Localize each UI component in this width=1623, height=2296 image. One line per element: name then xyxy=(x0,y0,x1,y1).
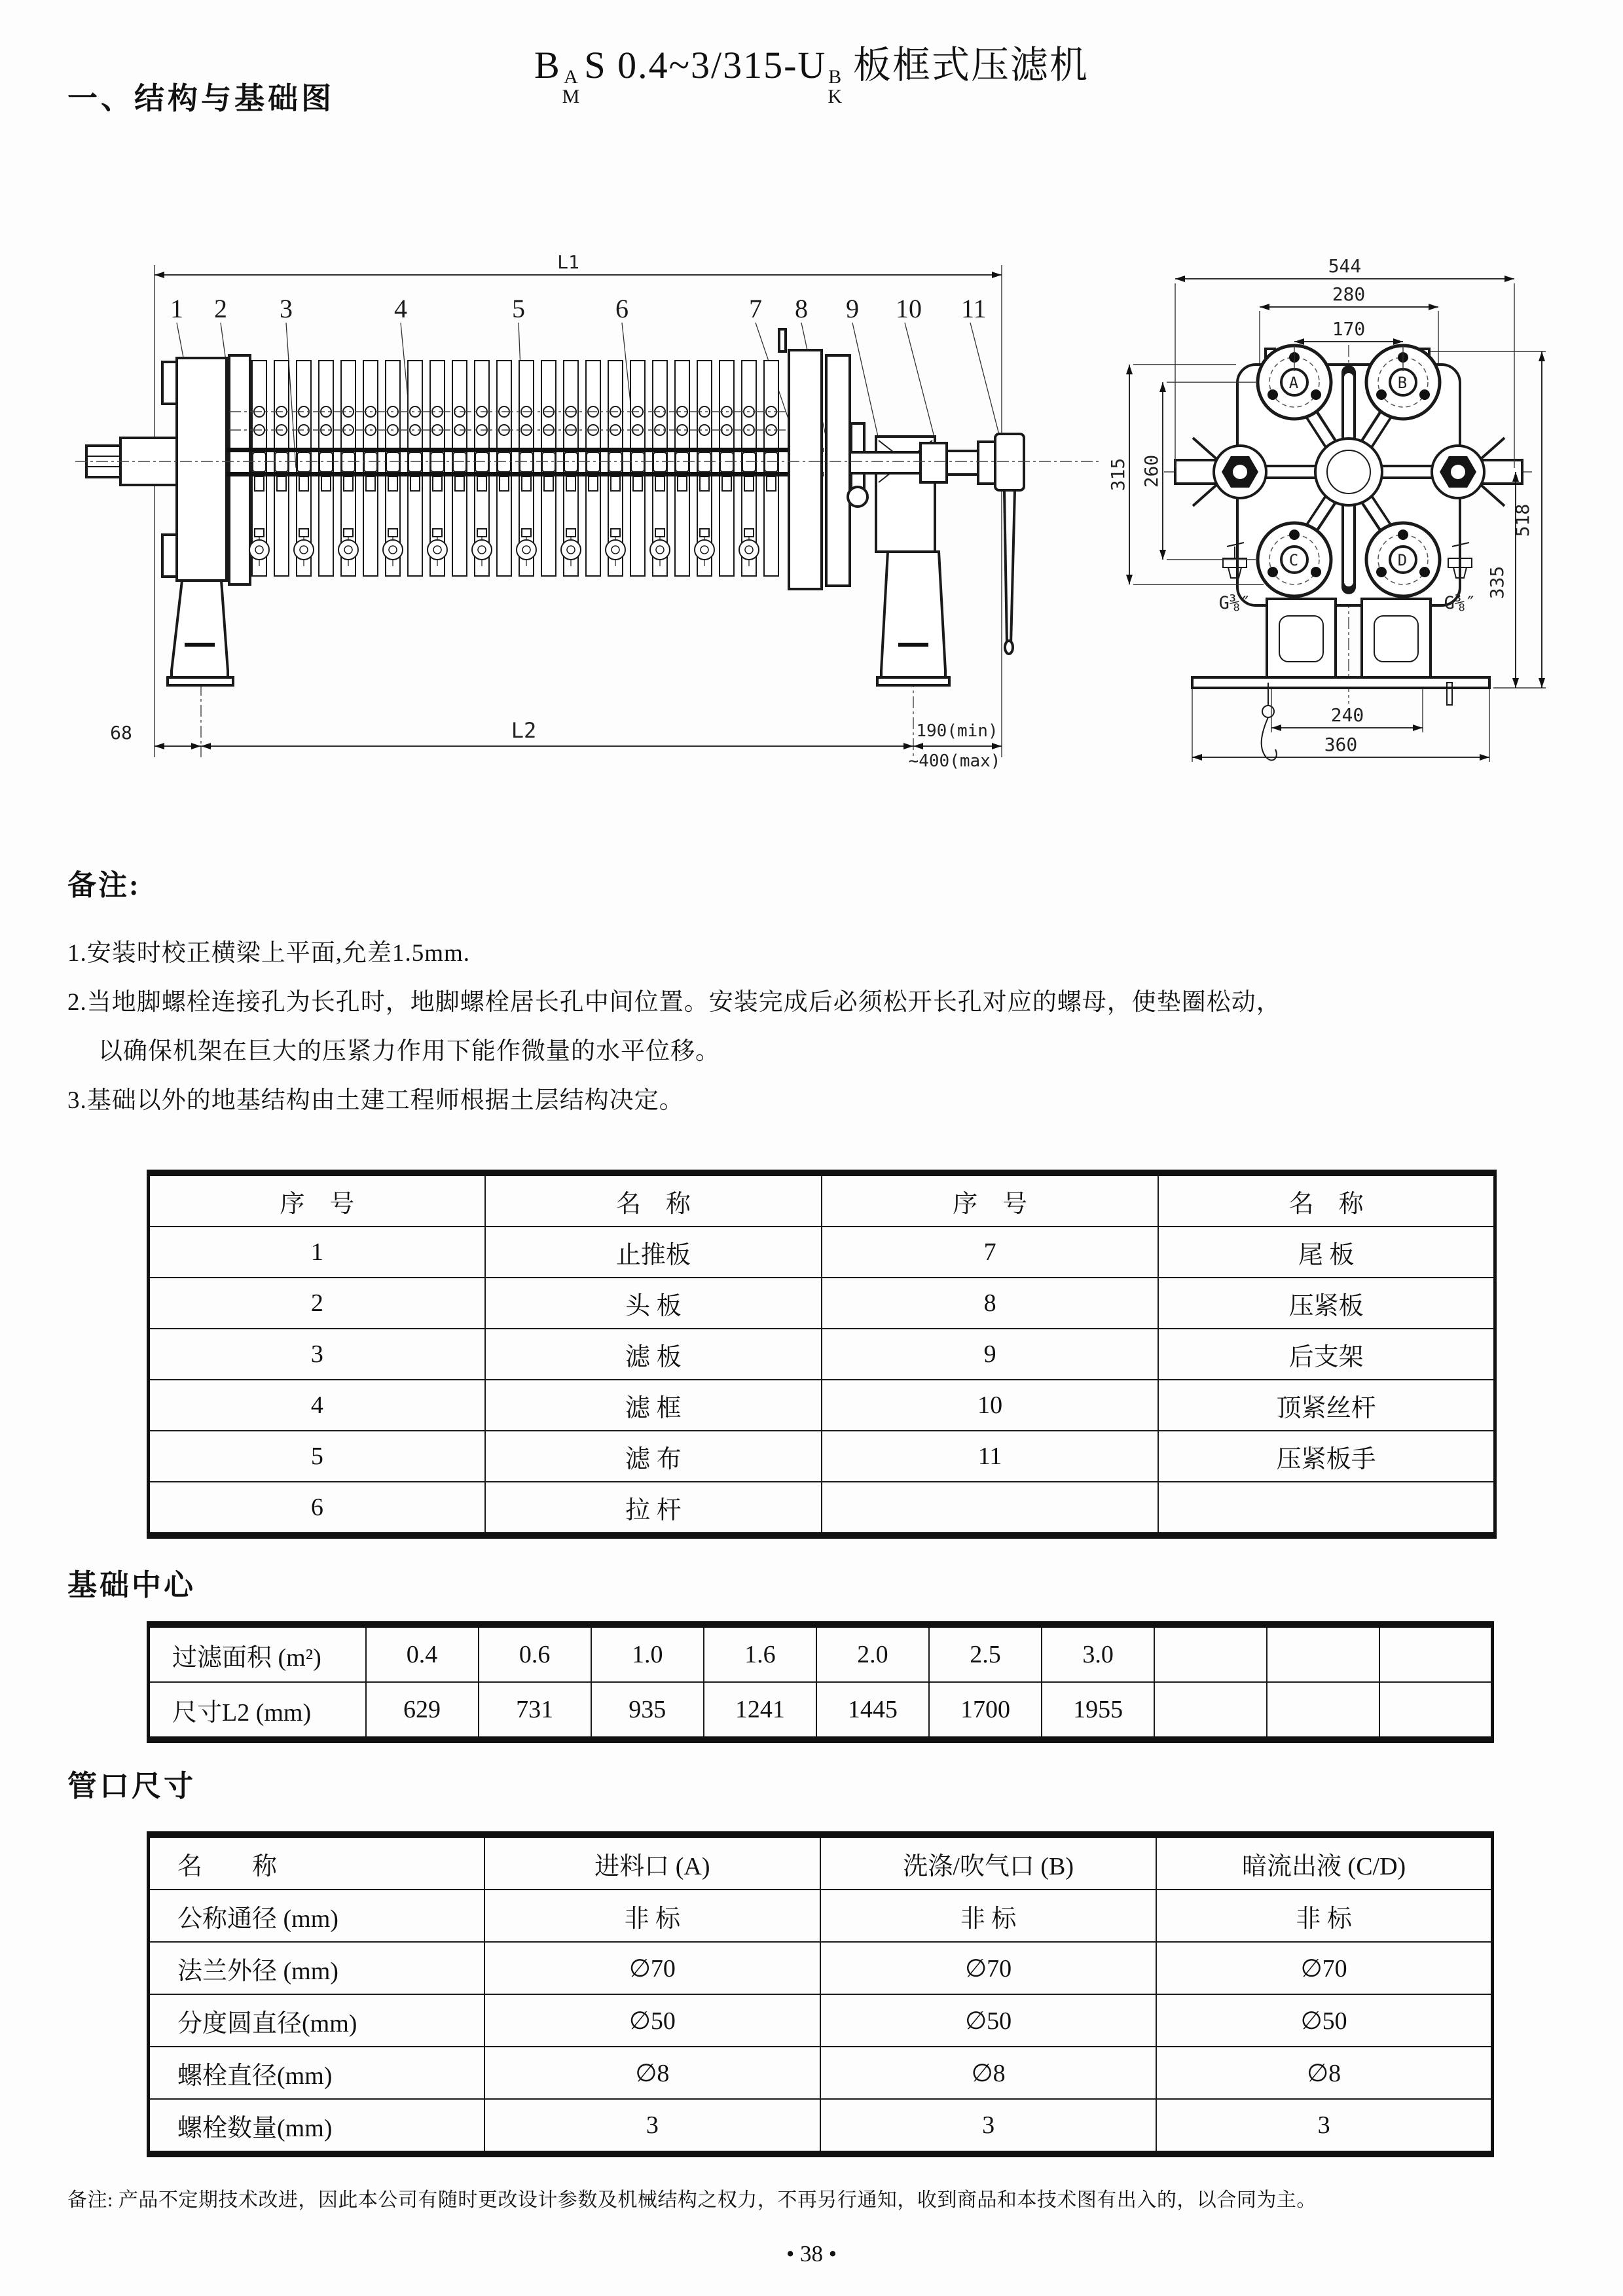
table-row: 分度圆直径(mm) ∅50 ∅50 ∅50 xyxy=(149,1994,1493,2047)
parts-header-row: 序 号 名 称 序 号 名 称 xyxy=(149,1173,1495,1227)
foundation-table xyxy=(147,1621,1494,1743)
center-bore xyxy=(1315,439,1382,505)
title-model-b: B xyxy=(534,44,561,86)
dim-360: 360 xyxy=(1324,734,1358,755)
right-foot xyxy=(1362,599,1431,683)
note-line-3: 3.基础以外的地基结构由土建工程师根据土层结构决定。 xyxy=(67,1087,684,1114)
part-label-7: 7 xyxy=(749,294,762,323)
parts-table xyxy=(147,1170,1497,1539)
front-leg xyxy=(172,581,228,681)
dim-260: 260 xyxy=(1140,454,1162,488)
part-label-5: 5 xyxy=(512,294,525,323)
part-label-10: 10 xyxy=(896,294,922,323)
tail-plate xyxy=(789,350,822,589)
anchor-hook xyxy=(1262,717,1277,761)
port-d-label: D xyxy=(1397,551,1408,569)
table-row: 3 滤 板 9 后支架 xyxy=(149,1329,1495,1380)
foundation-heading: 基础中心 xyxy=(67,1569,196,1602)
dim-544: 544 xyxy=(1328,255,1362,277)
thrust-plate xyxy=(177,358,227,581)
footer-disclaimer: 备注: 产品不定期技术改进，因此本公司有随时更改设计参数及机械结构之权力，不再另行通知，收到商品和本技术图有出入的，以合同为主。 xyxy=(67,2189,1317,2211)
dim-240: 240 xyxy=(1330,704,1364,726)
table-row: 尺寸L2 (mm) 629 731 935 1241 1445 1700 1955 xyxy=(149,1682,1493,1740)
title-stack-bk: B K xyxy=(828,66,843,107)
head-plate xyxy=(229,355,250,584)
port-b-label: B xyxy=(1397,374,1408,392)
note-line-2: 2.当地脚螺栓连接孔为长孔时，地脚螺栓居长孔中间位置。安装完成后必须松开长孔对应的螺母，使垫圈松动， xyxy=(67,989,1281,1016)
part-label-2: 2 xyxy=(214,294,227,323)
dim-400-max: ~400(max) xyxy=(908,751,1001,769)
title-stack-am: A M xyxy=(562,66,581,107)
page-number: • 38 • xyxy=(786,2241,837,2267)
table-row: 螺栓直径(mm) ∅8 ∅8 ∅8 xyxy=(149,2047,1493,2099)
part-label-9: 9 xyxy=(846,294,859,323)
dim-68: 68 xyxy=(110,722,132,744)
left-foot xyxy=(1267,599,1336,683)
tie-rod-beam-bottom xyxy=(227,472,824,476)
side-view-drawing xyxy=(65,252,1106,769)
title-model-mid: S 0.4~3/315-U xyxy=(584,44,827,86)
g38-label-left: G⅜″ xyxy=(1218,593,1251,613)
table-row: 2 头 板 8 压紧板 xyxy=(149,1278,1495,1329)
port-c-label: C xyxy=(1288,551,1299,569)
part-label-1: 1 xyxy=(170,294,183,323)
end-view-drawing xyxy=(1106,252,1591,769)
table-row: 公称通径 (mm) 非 标 非 标 非 标 xyxy=(149,1890,1493,1942)
table-row: 法兰外径 (mm) ∅70 ∅70 ∅70 xyxy=(149,1942,1493,1994)
title-machine-name: 板框式压滤机 xyxy=(852,44,1089,86)
pipe-heading: 管口尺寸 xyxy=(67,1770,196,1803)
pipe-header-row: 名 称 进料口 (A) 洗涤/吹气口 (B) 暗流出液 (C/D) xyxy=(149,1835,1493,1890)
dim-190-min: 190(min) xyxy=(916,721,998,741)
notes-heading: 备注: xyxy=(67,869,141,901)
pipe-table xyxy=(147,1831,1494,2157)
dim-335: 335 xyxy=(1486,565,1508,600)
dim-L2: L2 xyxy=(511,718,537,743)
dim-280: 280 xyxy=(1332,283,1366,305)
table-row: 螺栓数量(mm) 3 3 3 xyxy=(149,2099,1493,2154)
dim-L1: L1 xyxy=(557,252,579,273)
note-line-2b: 以确保机架在巨大的压紧力作用下能作微量的水平位移。 xyxy=(98,1038,720,1065)
port-a-label: A xyxy=(1288,374,1299,392)
dim-518: 518 xyxy=(1512,503,1533,537)
note-line-1: 1.安装时校正横梁上平面,允差1.5mm. xyxy=(67,940,471,967)
section-heading-structure: 一、结构与基础图 xyxy=(67,82,335,115)
table-row: 6 拉 杆 xyxy=(149,1482,1495,1535)
dim-315: 315 xyxy=(1107,457,1129,492)
rear-leg xyxy=(881,552,945,681)
dim-170: 170 xyxy=(1332,318,1366,340)
screw-nut xyxy=(921,443,947,482)
screw-shaft xyxy=(850,452,921,473)
compression-plate xyxy=(826,355,850,586)
part-label-8: 8 xyxy=(795,294,808,323)
part-label-3: 3 xyxy=(280,294,293,323)
tie-rod-beam-top xyxy=(227,448,824,452)
table-row: 1 止推板 7 尾 板 xyxy=(149,1227,1495,1278)
table-row: 过滤面积 (m²) 0.4 0.6 1.0 1.6 2.0 2.5 3.0 xyxy=(149,1624,1493,1682)
table-row: 5 滤 布 11 压紧板手 xyxy=(149,1431,1495,1482)
part-label-11: 11 xyxy=(961,294,987,323)
part-label-4: 4 xyxy=(394,294,407,323)
g38-label-right: G⅜″ xyxy=(1444,593,1476,613)
part-label-6: 6 xyxy=(615,294,629,323)
press-handle xyxy=(1004,490,1015,645)
handle-head xyxy=(995,434,1024,490)
table-row: 4 滤 框 10 顶紧丝杆 xyxy=(149,1380,1495,1431)
